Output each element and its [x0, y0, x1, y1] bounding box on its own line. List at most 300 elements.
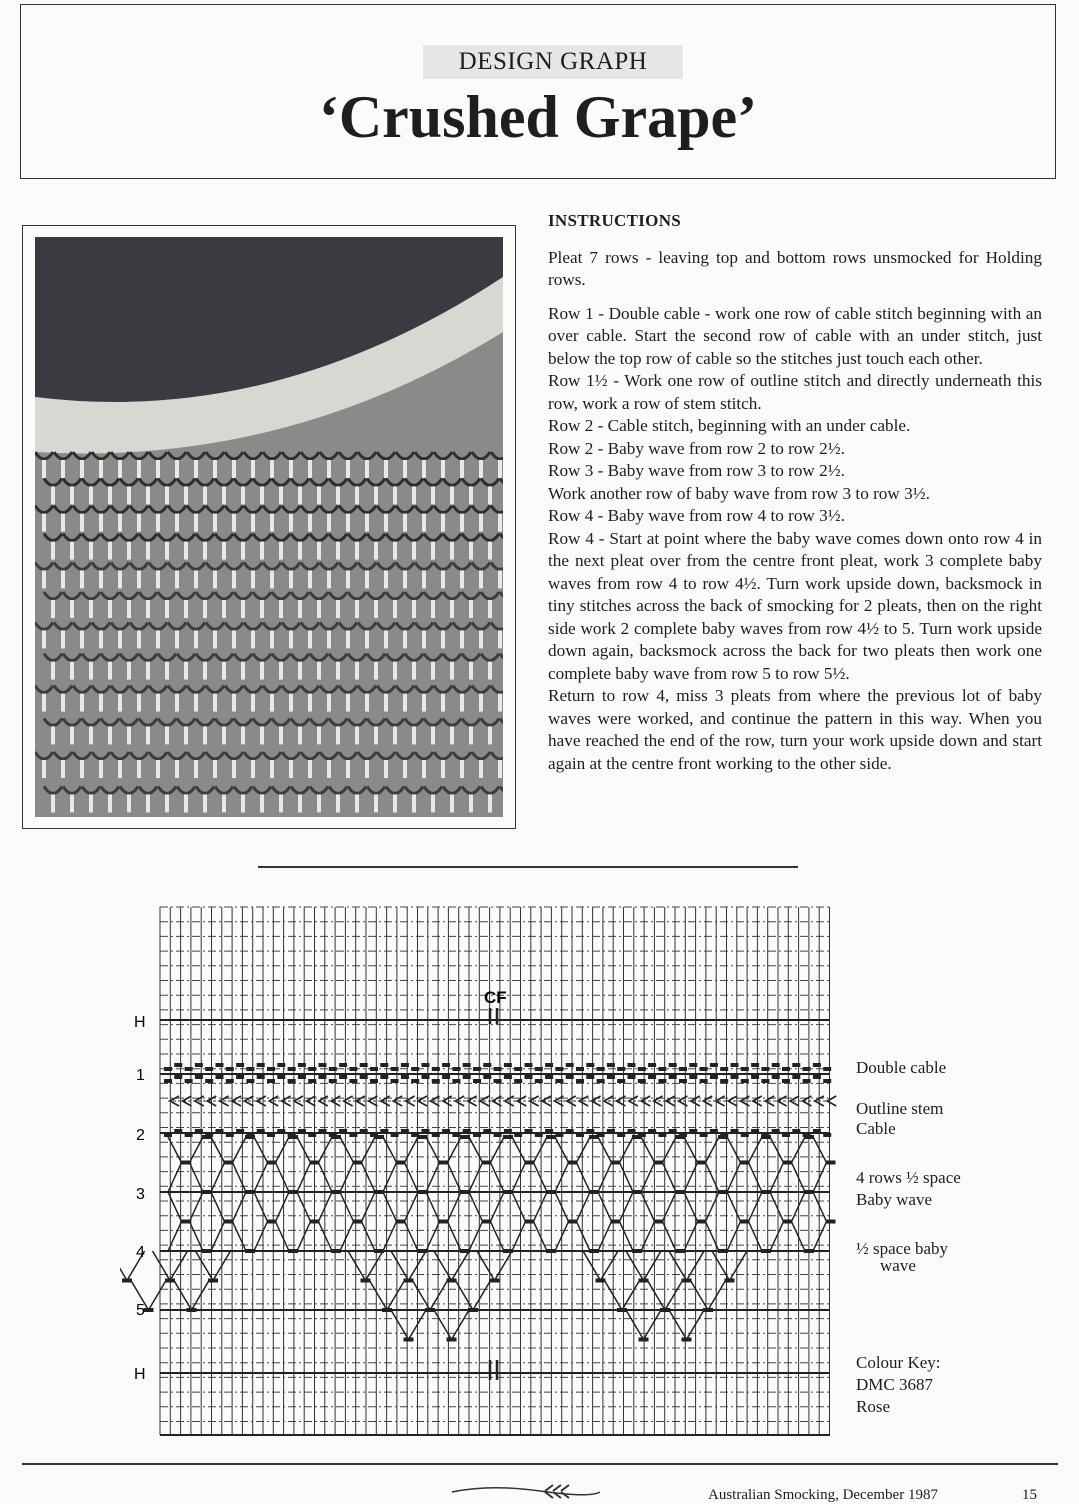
double-cable-stitch — [308, 1067, 316, 1071]
baby-wave-stitch — [639, 1279, 649, 1283]
double-cable-stitch — [370, 1067, 378, 1071]
double-cable-stitch — [483, 1075, 491, 1079]
baby-wave-stitch — [568, 1161, 578, 1165]
baby-wave-stitch — [525, 1220, 535, 1224]
baby-wave-stitch — [611, 1220, 621, 1224]
baby-wave-line — [168, 1163, 827, 1193]
double-cable-stitch — [463, 1075, 471, 1079]
baby-wave-stitch — [331, 1249, 341, 1253]
baby-wave-line — [691, 1281, 709, 1311]
double-cable-stitch — [195, 1063, 203, 1067]
baby-wave-stitch — [740, 1220, 750, 1224]
instructions — [548, 210, 1042, 775]
cable-stitch — [349, 1133, 357, 1137]
instruction-paragraph: Row 1½ - Work one row of outline stitch and directly underneath this row, work a row of stem stitch. — [548, 371, 1042, 413]
cable-stitch — [164, 1133, 172, 1137]
colour-key-heading: Colour Key: — [856, 1353, 941, 1372]
double-cable-stitch — [401, 1075, 409, 1079]
baby-wave-stitch — [804, 1135, 814, 1139]
double-cable-stitch — [236, 1063, 244, 1067]
baby-wave-stitch — [804, 1249, 814, 1253]
double-cable-stitch — [772, 1063, 780, 1067]
double-cable-stitch — [205, 1067, 213, 1071]
baby-wave-stitch — [165, 1279, 175, 1283]
baby-wave-line — [495, 1251, 513, 1281]
double-cable-stitch — [401, 1063, 409, 1067]
row-label-3: 3 — [136, 1186, 145, 1203]
instruction-paragraph: Return to row 4, miss 3 pleats from where the previous lot of baby waves were worked, and continue the pattern in this way. When you have reached the end of the row, turn your work upside down and start again at the centre front working to the other side. — [548, 686, 1042, 773]
double-cable-stitch — [164, 1079, 172, 1083]
baby-wave-line — [669, 1310, 687, 1340]
baby-wave-stitch — [525, 1161, 535, 1165]
double-cable-stitch — [761, 1079, 769, 1083]
double-cable-stitch — [813, 1075, 821, 1079]
baby-wave-stitch — [404, 1279, 414, 1283]
baby-wave-line — [626, 1310, 644, 1340]
double-cable-stitch — [535, 1079, 543, 1083]
baby-wave-line — [387, 1281, 405, 1311]
double-cable-stitch — [277, 1063, 285, 1067]
double-cable-stitch — [689, 1063, 697, 1067]
baby-wave-stitch — [181, 1220, 191, 1224]
baby-wave-stitch — [761, 1135, 771, 1139]
baby-wave-stitch — [675, 1249, 685, 1253]
baby-wave-stitch — [617, 1308, 627, 1312]
double-cable-stitch — [658, 1079, 666, 1083]
cable-stitch — [689, 1129, 697, 1133]
baby-wave-stitch — [718, 1135, 728, 1139]
double-cable-stitch — [164, 1067, 172, 1071]
cable-stitch — [617, 1133, 625, 1137]
double-cable-stitch — [411, 1079, 419, 1083]
double-cable-stitch — [761, 1067, 769, 1071]
double-cable-stitch — [700, 1067, 708, 1071]
cable-stitch — [535, 1133, 543, 1137]
baby-wave-line — [170, 1251, 188, 1281]
double-cable-stitch — [586, 1075, 594, 1079]
page-number: 15 — [1022, 1487, 1037, 1503]
baby-wave-stitch — [310, 1161, 320, 1165]
baby-wave-stitch — [660, 1308, 670, 1312]
double-cable-stitch — [298, 1063, 306, 1067]
cable-stitch — [226, 1133, 234, 1137]
legend-half-space-wave: wave — [880, 1256, 916, 1275]
instruction-paragraph: Work another row of baby wave from row 3 to row 3½. — [548, 483, 930, 503]
double-cable-stitch — [566, 1075, 574, 1079]
cable-stitch — [782, 1133, 790, 1137]
double-cable-stitch — [349, 1079, 357, 1083]
baby-wave-stitch — [144, 1308, 154, 1312]
baby-wave-stitch — [439, 1161, 449, 1165]
double-cable-stitch — [216, 1075, 224, 1079]
double-cable-stitch — [360, 1063, 368, 1067]
double-cable-stitch — [803, 1079, 811, 1083]
double-cable-stitch — [246, 1067, 254, 1071]
double-cable-stitch — [257, 1075, 265, 1079]
colour-key-name: Rose — [856, 1397, 890, 1416]
instruction-paragraph: Row 4 - Baby wave from row 4 to row 3½. — [548, 506, 845, 525]
baby-wave-line — [644, 1310, 662, 1340]
baby-wave-line — [473, 1281, 491, 1311]
baby-wave-stitch — [568, 1220, 578, 1224]
cable-stitch — [483, 1129, 491, 1133]
cable-stitch — [555, 1133, 563, 1137]
double-cable-stitch — [391, 1067, 399, 1071]
double-cable-stitch — [370, 1079, 378, 1083]
baby-wave-stitch — [425, 1308, 435, 1312]
cable-stitch — [823, 1133, 831, 1137]
double-cable-stitch — [566, 1063, 574, 1067]
baby-wave-stitch — [417, 1135, 427, 1139]
cable-stitch — [339, 1129, 347, 1133]
double-cable-stitch — [617, 1079, 625, 1083]
cable-stitch — [731, 1129, 739, 1133]
double-cable-stitch — [669, 1075, 677, 1079]
double-cable-stitch — [617, 1067, 625, 1071]
double-cable-stitch — [658, 1067, 666, 1071]
instruction-paragraph: Pleat 7 rows - leaving top and bottom rows unsmocked for Holding rows. — [548, 247, 1042, 289]
double-cable-stitch — [329, 1067, 337, 1071]
baby-wave-stitch — [374, 1190, 384, 1194]
baby-wave-stitch — [761, 1190, 771, 1194]
design-graph — [120, 895, 840, 1445]
baby-wave-stitch — [208, 1279, 218, 1283]
double-cable-stitch — [782, 1067, 790, 1071]
baby-wave-stitch — [632, 1249, 642, 1253]
legend-four-rows: 4 rows ½ space — [856, 1168, 961, 1187]
baby-wave-line — [583, 1251, 601, 1281]
double-cable-stitch — [277, 1075, 285, 1079]
double-cable-stitch — [679, 1079, 687, 1083]
double-cable-stitch — [772, 1075, 780, 1079]
legend-outline-stem: Outline stem — [856, 1099, 944, 1118]
double-cable-stitch — [555, 1067, 563, 1071]
cable-stitch — [504, 1129, 512, 1133]
baby-wave-stitch — [202, 1135, 212, 1139]
double-cable-stitch — [525, 1075, 533, 1079]
baby-wave-stitch — [245, 1190, 255, 1194]
baby-wave-line — [644, 1251, 662, 1281]
instruction-paragraph: Row 2 - Cable stitch, beginning with an under cable. — [548, 416, 911, 435]
baby-wave-stitch — [460, 1135, 470, 1139]
cable-stitch — [700, 1133, 708, 1137]
baby-wave-stitch — [396, 1161, 406, 1165]
baby-wave-stitch — [703, 1308, 713, 1312]
baby-wave-stitch — [181, 1161, 191, 1165]
cable-stitch — [432, 1133, 440, 1137]
baby-wave-stitch — [224, 1161, 234, 1165]
baby-wave-stitch — [761, 1249, 771, 1253]
double-cable-stitch — [463, 1063, 471, 1067]
baby-wave-line — [456, 1281, 474, 1311]
double-cable-stitch — [669, 1063, 677, 1067]
colour-key-dmc: DMC 3687 — [856, 1375, 933, 1394]
baby-wave-line — [168, 1192, 827, 1222]
double-cable-stitch — [628, 1075, 636, 1079]
cable-stitch — [772, 1129, 780, 1133]
instructions-heading: INSTRUCTIONS — [548, 211, 682, 230]
double-cable-stitch — [792, 1063, 800, 1067]
smocking-photo-frame — [22, 225, 516, 829]
instruction-paragraph: Row 4 - Start at point where the baby wave comes down onto row 4 in the next pleat over from the centre front pleat, work 3 complete baby waves from row 4 to row 4½. Turn work upside down, backsmock in tiny stitches across the back of smocking for 2 pleats, then on the right side work 2 complete baby waves from row 4½ to 5. Turn work upside down again, backsmock across the back for two pleats then work one complete baby wave from row 5 to row 5½. — [548, 528, 1042, 683]
double-cable-stitch — [792, 1075, 800, 1079]
double-cable-stitch — [308, 1079, 316, 1083]
baby-wave-stitch — [783, 1220, 793, 1224]
double-cable-stitch — [442, 1063, 450, 1067]
cable-stitch — [607, 1129, 615, 1133]
double-cable-stitch — [185, 1079, 193, 1083]
double-cable-stitch — [226, 1067, 234, 1071]
double-cable-stitch — [380, 1063, 388, 1067]
baby-wave-line — [174, 1281, 192, 1311]
double-cable-stitch — [813, 1063, 821, 1067]
baby-wave-stitch — [718, 1249, 728, 1253]
baby-wave-stitch — [697, 1220, 707, 1224]
baby-wave-line — [452, 1310, 470, 1340]
baby-wave-stitch — [460, 1190, 470, 1194]
baby-wave-stitch — [288, 1190, 298, 1194]
baby-wave-stitch — [447, 1279, 457, 1283]
double-cable-stitch — [257, 1063, 265, 1067]
cable-stitch — [628, 1129, 636, 1133]
double-cable-stitch — [452, 1067, 460, 1071]
baby-wave-stitch — [826, 1220, 836, 1224]
double-cable-stitch — [648, 1063, 656, 1067]
centre-front-label: CF — [484, 988, 507, 1007]
cable-stitch — [391, 1133, 399, 1137]
baby-wave-stitch — [245, 1135, 255, 1139]
cable-stitch — [576, 1133, 584, 1137]
baby-wave-stitch — [589, 1249, 599, 1253]
cable-stitch — [648, 1129, 656, 1133]
baby-wave-stitch — [331, 1135, 341, 1139]
baby-wave-stitch — [267, 1161, 277, 1165]
double-cable-stitch — [473, 1067, 481, 1071]
double-cable-stitch — [339, 1075, 347, 1079]
baby-wave-stitch — [503, 1190, 513, 1194]
double-cable-stitch — [586, 1063, 594, 1067]
double-cable-stitch — [710, 1075, 718, 1079]
double-cable-stitch — [422, 1063, 430, 1067]
baby-wave-stitch — [331, 1190, 341, 1194]
double-cable-stitch — [823, 1067, 831, 1071]
cable-stitch — [442, 1129, 450, 1133]
cable-stitch — [710, 1129, 718, 1133]
double-cable-stitch — [545, 1063, 553, 1067]
title-box — [20, 4, 1056, 179]
double-cable-stitch — [576, 1067, 584, 1071]
cable-stitch — [267, 1133, 275, 1137]
double-cable-stitch — [823, 1079, 831, 1083]
baby-wave-line — [168, 1137, 827, 1163]
cable-stitch — [586, 1129, 594, 1133]
double-cable-stitch — [679, 1067, 687, 1071]
double-cable-stitch — [720, 1079, 728, 1083]
baby-wave-stitch — [783, 1161, 793, 1165]
cable-stitch — [566, 1129, 574, 1133]
baby-wave-stitch — [224, 1220, 234, 1224]
baby-wave-stitch — [682, 1279, 692, 1283]
double-cable-stitch — [288, 1067, 296, 1071]
cable-stitch — [185, 1133, 193, 1137]
baby-wave-line — [149, 1281, 167, 1311]
instruction-paragraph: Row 3 - Baby wave from row 3 to row 2½. — [548, 461, 845, 480]
cable-stitch — [319, 1129, 327, 1133]
baby-wave-stitch — [804, 1190, 814, 1194]
row-label-h-bottom: H — [134, 1366, 146, 1383]
baby-wave-line — [430, 1281, 448, 1311]
double-cable-stitch — [638, 1067, 646, 1071]
double-cable-stitch — [473, 1079, 481, 1083]
cable-stitch — [669, 1129, 677, 1133]
double-cable-stitch — [267, 1067, 275, 1071]
cable-stitch — [195, 1129, 203, 1133]
baby-wave-stitch — [546, 1135, 556, 1139]
double-cable-stitch — [710, 1063, 718, 1067]
baby-wave-line — [120, 1251, 127, 1281]
baby-wave-line — [669, 1251, 687, 1281]
row-label-5: 5 — [136, 1302, 145, 1319]
double-cable-stitch — [607, 1075, 615, 1079]
double-cable-stitch — [782, 1079, 790, 1083]
baby-wave-stitch — [740, 1161, 750, 1165]
baby-wave-stitch — [245, 1249, 255, 1253]
smocking-photo — [35, 237, 503, 817]
cable-stitch — [452, 1133, 460, 1137]
cable-stitch — [473, 1133, 481, 1137]
double-cable-stitch — [432, 1067, 440, 1071]
wheat-ornament-icon — [450, 1482, 610, 1502]
legend-baby-wave: Baby wave — [856, 1190, 933, 1209]
double-cable-stitch — [741, 1079, 749, 1083]
baby-wave-stitch — [596, 1279, 606, 1283]
double-cable-stitch — [514, 1079, 522, 1083]
cable-stitch — [380, 1129, 388, 1133]
double-cable-stitch — [216, 1063, 224, 1067]
double-cable-stitch — [731, 1063, 739, 1067]
double-cable-stitch — [442, 1075, 450, 1079]
baby-wave-stitch — [632, 1190, 642, 1194]
baby-wave-stitch — [546, 1190, 556, 1194]
legend-cable: Cable — [856, 1119, 896, 1138]
double-cable-stitch — [514, 1067, 522, 1071]
baby-wave-stitch — [353, 1220, 363, 1224]
cable-stitch — [422, 1129, 430, 1133]
cable-stitch — [813, 1129, 821, 1133]
baby-wave-stitch — [122, 1279, 132, 1283]
baby-wave-stitch — [288, 1249, 298, 1253]
row-label-4: 4 — [136, 1244, 145, 1261]
baby-wave-line — [730, 1251, 748, 1281]
instruction-paragraph: Row 1 - Double cable - work one row of cable stitch beginning with an over cable. Start the second row of cable with an under stitch, just below the top row of cable so the stitches just touch each other. — [548, 303, 1042, 368]
cable-stitch — [741, 1133, 749, 1137]
baby-wave-stitch — [310, 1220, 320, 1224]
baby-wave-stitch — [654, 1220, 664, 1224]
cable-stitch — [360, 1129, 368, 1133]
cable-stitch — [658, 1133, 666, 1137]
baby-wave-stitch — [503, 1135, 513, 1139]
cable-stitch — [494, 1133, 502, 1137]
footer-rule — [22, 1463, 1058, 1465]
double-cable-stitch — [700, 1079, 708, 1083]
baby-wave-line — [168, 1222, 827, 1252]
double-cable-stitch — [246, 1079, 254, 1083]
double-cable-stitch — [751, 1075, 759, 1079]
double-cable-stitch — [391, 1079, 399, 1083]
double-cable-stitch — [432, 1079, 440, 1083]
baby-wave-stitch — [417, 1190, 427, 1194]
double-cable-stitch — [360, 1075, 368, 1079]
baby-wave-stitch — [632, 1135, 642, 1139]
double-cable-stitch — [329, 1079, 337, 1083]
double-cable-stitch — [483, 1063, 491, 1067]
baby-wave-stitch — [267, 1220, 277, 1224]
double-cable-stitch — [607, 1063, 615, 1067]
baby-wave-line — [391, 1251, 409, 1281]
baby-wave-line — [626, 1251, 644, 1281]
legend-double-cable: Double cable — [856, 1058, 947, 1077]
baby-wave-line — [708, 1281, 726, 1311]
row-label-h-top: H — [134, 1014, 146, 1031]
double-cable-stitch — [195, 1075, 203, 1079]
baby-wave-stitch — [468, 1308, 478, 1312]
double-cable-stitch — [226, 1079, 234, 1083]
baby-wave-line — [366, 1251, 384, 1281]
double-cable-stitch — [689, 1075, 697, 1079]
cable-stitch — [308, 1133, 316, 1137]
double-cable-stitch — [648, 1075, 656, 1079]
cable-stitch — [792, 1129, 800, 1133]
cable-stitch — [257, 1129, 265, 1133]
baby-wave-stitch — [826, 1161, 836, 1165]
cable-stitch — [514, 1133, 522, 1137]
baby-wave-stitch — [718, 1190, 728, 1194]
double-cable-stitch — [545, 1075, 553, 1079]
baby-wave-stitch — [725, 1279, 735, 1283]
double-cable-stitch — [319, 1075, 327, 1079]
page-title: ‘Crushed Grape’ — [318, 84, 758, 150]
baby-wave-stitch — [482, 1220, 492, 1224]
baby-wave-stitch — [353, 1161, 363, 1165]
cable-stitch — [174, 1129, 182, 1133]
double-cable-stitch — [452, 1079, 460, 1083]
double-cable-stitch — [504, 1063, 512, 1067]
baby-wave-line — [452, 1251, 470, 1281]
baby-wave-stitch — [682, 1338, 692, 1342]
double-cable-stitch — [267, 1079, 275, 1083]
baby-wave-stitch — [202, 1249, 212, 1253]
double-cable-stitch — [803, 1067, 811, 1071]
double-cable-stitch — [422, 1075, 430, 1079]
double-cable-stitch — [380, 1075, 388, 1079]
baby-wave-line — [153, 1251, 171, 1281]
baby-wave-stitch — [675, 1190, 685, 1194]
baby-wave-stitch — [374, 1135, 384, 1139]
baby-wave-stitch — [611, 1161, 621, 1165]
baby-wave-line — [391, 1310, 409, 1340]
legend-half-space: ½ space baby — [856, 1239, 949, 1258]
cable-stitch — [463, 1129, 471, 1133]
baby-wave-stitch — [439, 1220, 449, 1224]
baby-wave-stitch — [490, 1279, 500, 1283]
double-cable-stitch — [411, 1067, 419, 1071]
double-cable-stitch — [741, 1067, 749, 1071]
baby-wave-stitch — [697, 1161, 707, 1165]
double-cable-stitch — [236, 1075, 244, 1079]
double-cable-stitch — [185, 1067, 193, 1071]
cable-stitch — [277, 1129, 285, 1133]
cable-stitch — [216, 1129, 224, 1133]
